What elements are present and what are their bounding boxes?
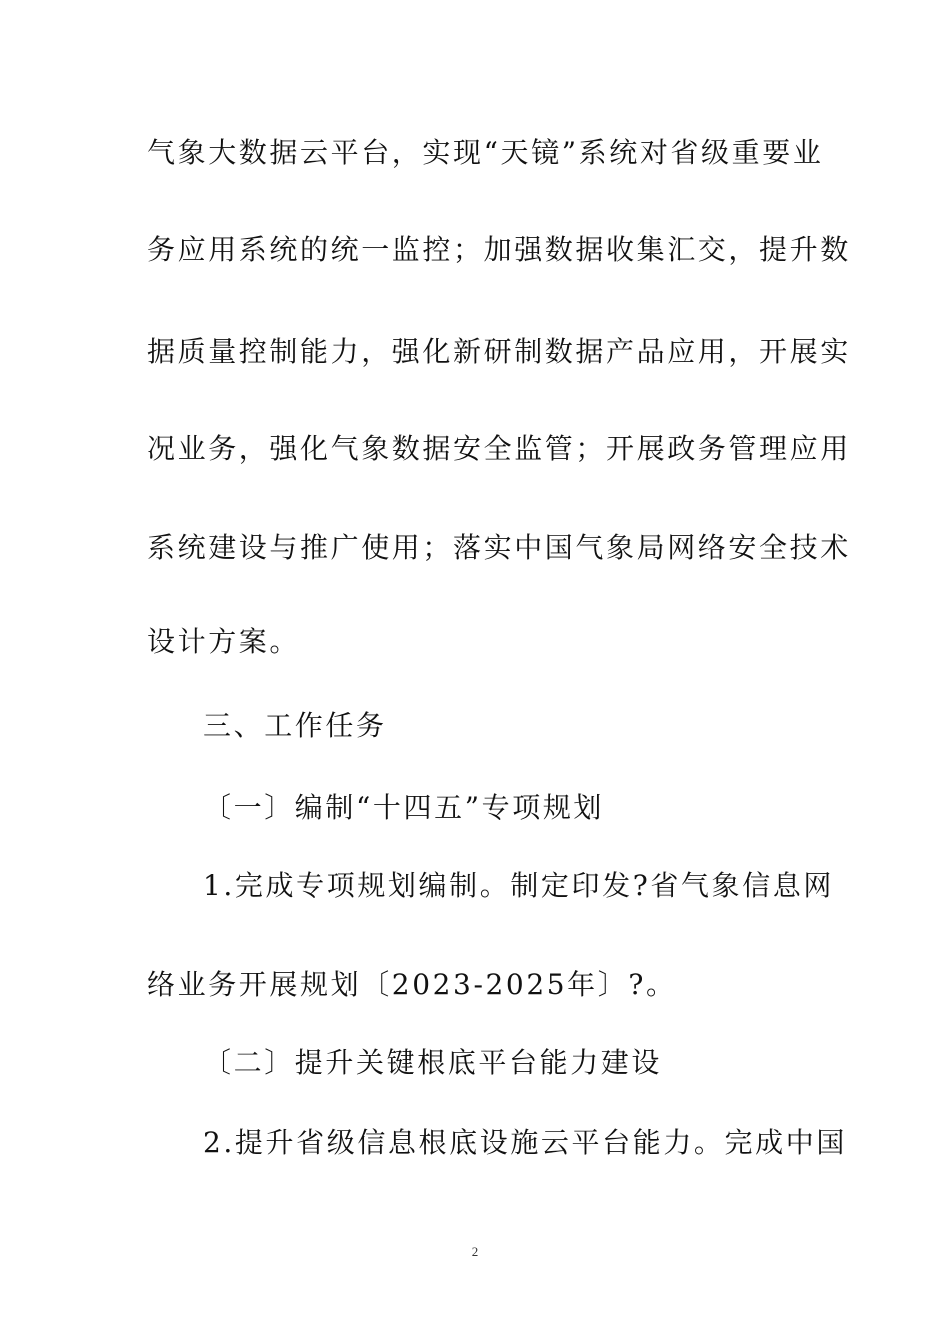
body-text-line: 络业务开展规划〔2023-2025年〕?。 xyxy=(147,968,677,1001)
body-text-line: 系统建设与推广使用；落实中国气象局网络安全技术 xyxy=(147,531,851,564)
body-text-line: 2.提升省级信息根底设施云平台能力。完成中国 xyxy=(203,1126,847,1159)
body-text-line: 据质量控制能力，强化新研制数据产品应用，开展实 xyxy=(147,335,851,368)
body-text-line: 气象大数据云平台，实现“天镜”系统对省级重要业 xyxy=(147,136,824,169)
body-text-line: 设计方案。 xyxy=(147,625,301,658)
body-text-line: 1.完成专项规划编制。制定印发?省气象信息网 xyxy=(203,869,834,902)
body-text-line: 况业务，强化气象数据安全监管；开展政务管理应用 xyxy=(147,432,851,465)
subsection-heading: 〔二〕提升关键根底平台能力建设 xyxy=(203,1046,663,1079)
body-text-line: 务应用系统的统一监控；加强数据收集汇交，提升数 xyxy=(147,233,851,266)
page-number: 2 xyxy=(471,1244,479,1259)
section-heading: 三、工作任务 xyxy=(203,709,387,742)
subsection-heading: 〔一〕编制“十四五”专项规划 xyxy=(203,791,605,824)
